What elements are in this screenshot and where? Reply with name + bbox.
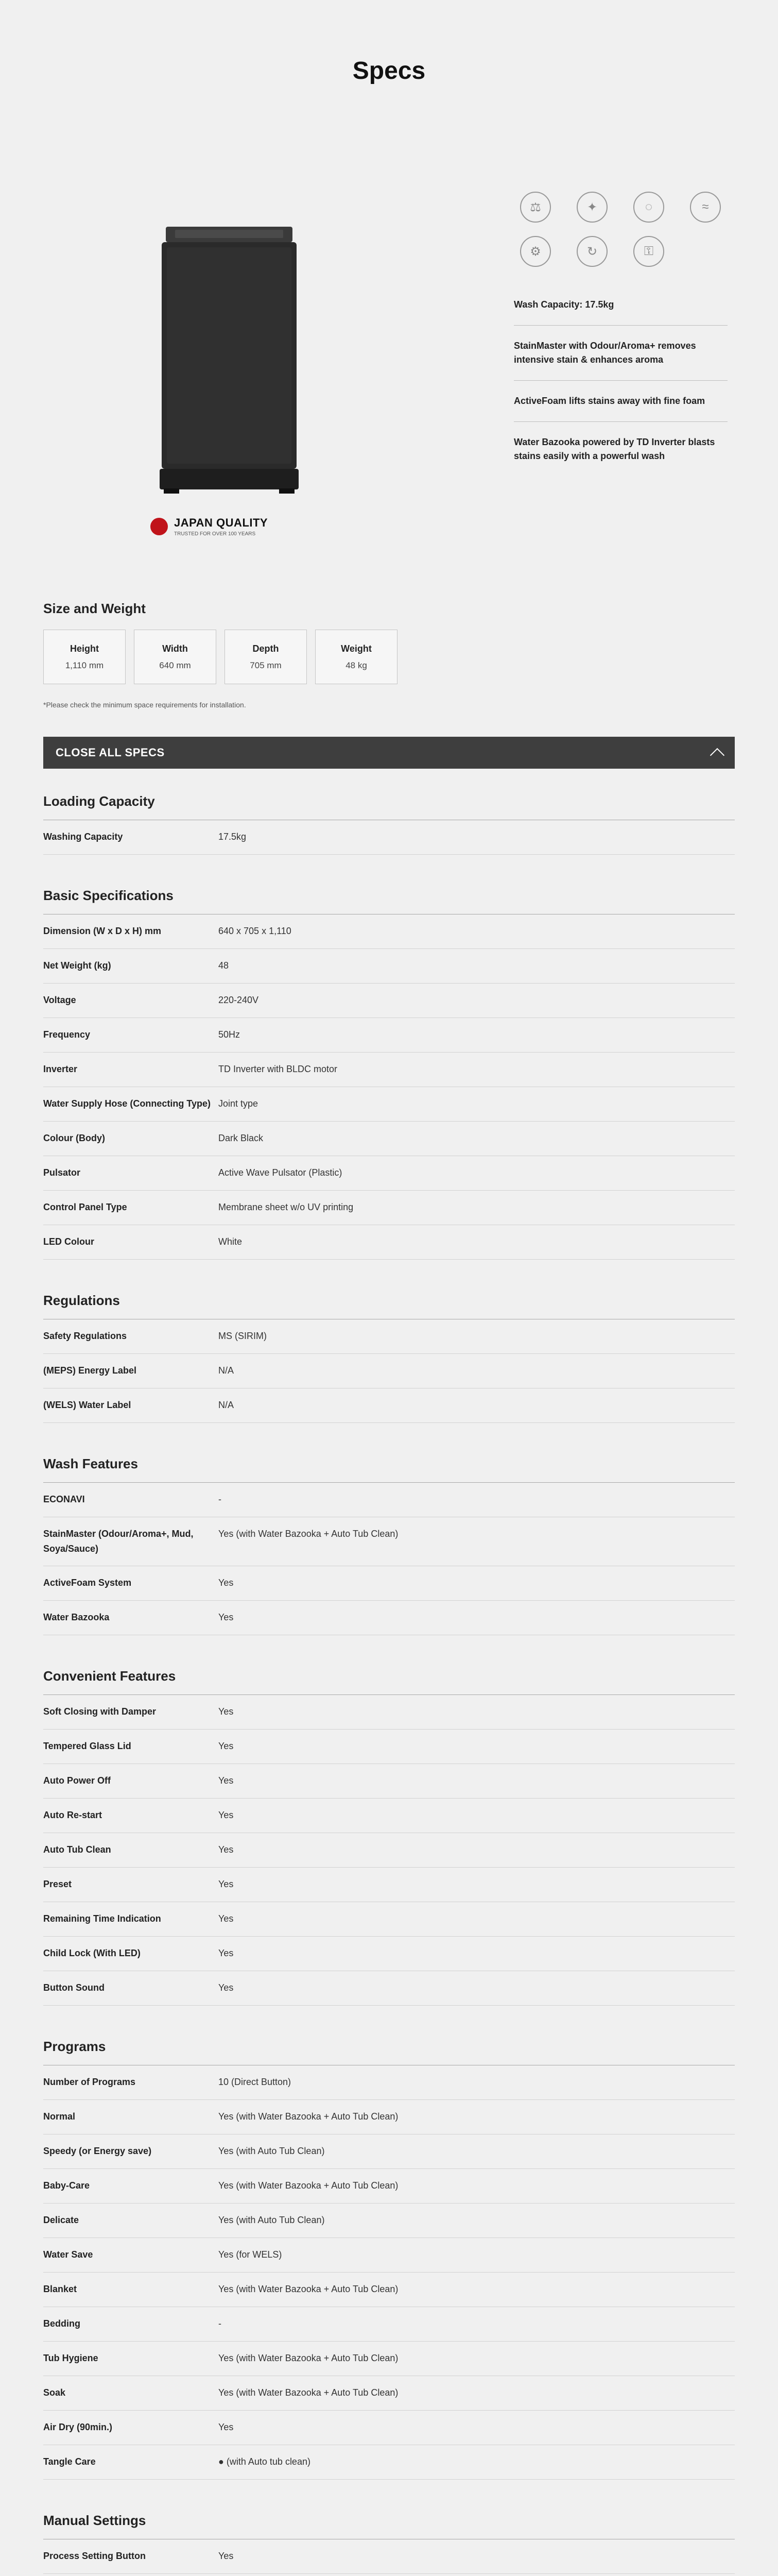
spec-label: Tub Hygiene	[43, 2353, 98, 2363]
spec-label: Normal	[43, 2111, 76, 2122]
auto-tub-clean-icon: ↻	[577, 236, 608, 267]
spec-value: Yes (with Water Bazooka + Auto Tub Clean)	[218, 2353, 399, 2363]
feature-item: ActiveFoam lifts stains away with fine foam	[514, 394, 728, 422]
spec-value: Yes	[218, 1948, 234, 1958]
dimension-value: 48 kg	[345, 660, 367, 670]
section-title: Loading Capacity	[43, 793, 155, 809]
spec-value: Yes (with Water Bazooka + Auto Tub Clean)	[218, 1529, 399, 1539]
spec-label: Net Weight (kg)	[43, 960, 111, 971]
spec-value: Yes	[218, 1810, 234, 1820]
spec-row	[43, 984, 735, 1018]
spec-value: Active Wave Pulsator (Plastic)	[218, 1167, 342, 1178]
spec-value: Yes	[218, 1775, 234, 1786]
spec-value: Yes (with Water Bazooka + Auto Tub Clean)	[218, 2284, 399, 2294]
spec-row	[43, 1833, 735, 1868]
spec-row	[43, 1694, 735, 1730]
product-image	[160, 227, 299, 495]
spec-label: Auto Re-start	[43, 1810, 102, 1820]
spec-label: Soak	[43, 2387, 66, 2398]
spec-value: 220-240V	[218, 995, 259, 1005]
chevron-up-icon	[710, 748, 724, 762]
spec-value: Yes	[218, 1741, 234, 1751]
spec-value: Yes (with Water Bazooka + Auto Tub Clean)	[218, 2180, 399, 2191]
spec-row	[43, 2134, 735, 2169]
spec-value: Yes (for WELS)	[218, 2249, 282, 2260]
spec-value: 17.5kg	[218, 832, 247, 842]
spec-section	[43, 1456, 735, 1635]
spec-value: Yes	[218, 2551, 234, 2561]
spec-label: Inverter	[43, 1064, 78, 1074]
dimension-card-width	[134, 630, 216, 684]
spec-value: Yes (with Auto Tub Clean)	[218, 2215, 325, 2225]
spec-label: Colour (Body)	[43, 1133, 105, 1143]
td-inverter-icon: ⚙	[520, 236, 551, 267]
spec-section	[43, 1668, 735, 2006]
section-title: Regulations	[43, 1293, 120, 1308]
spec-row	[43, 2204, 735, 2238]
dimension-label: Depth	[252, 643, 279, 654]
badge-subtitle: TRUSTED FOR OVER 100 YEARS	[174, 531, 256, 537]
spec-section	[43, 2039, 735, 2480]
spec-value: Membrane sheet w/o UV printing	[218, 1202, 354, 1212]
spec-row	[43, 1087, 735, 1122]
spec-row	[43, 1018, 735, 1053]
spec-row	[43, 914, 735, 949]
spec-row	[43, 2065, 735, 2100]
spec-value: Yes	[218, 1706, 234, 1717]
spec-value: -	[218, 2318, 221, 2329]
spec-label: Soft Closing with Damper	[43, 1706, 157, 1717]
spec-label: Dimension (W x D x H) mm	[43, 926, 162, 936]
spec-section	[43, 793, 735, 855]
spec-value: Yes	[218, 1913, 234, 1924]
spec-row	[43, 1319, 735, 1354]
spec-value: Yes	[218, 1612, 234, 1622]
spec-label: LED Colour	[43, 1236, 94, 1247]
spec-section	[43, 888, 735, 1260]
spec-row	[43, 2238, 735, 2273]
spec-value: Yes	[218, 1982, 234, 1993]
spec-label: Remaining Time Indication	[43, 1913, 161, 1924]
section-title: Basic Specifications	[43, 888, 174, 903]
spec-label: ActiveFoam System	[43, 1578, 132, 1588]
spec-row	[43, 2342, 735, 2376]
spec-label: Auto Tub Clean	[43, 1844, 111, 1855]
spec-value: -	[218, 1494, 221, 1504]
feature-icons	[520, 192, 723, 267]
spec-row	[43, 1388, 735, 1423]
spec-row	[43, 1601, 735, 1635]
spec-label: Pulsator	[43, 1167, 81, 1178]
spec-value: Yes (with Water Bazooka + Auto Tub Clean)	[218, 2111, 399, 2122]
size-weight-cards	[43, 630, 397, 684]
badge-title: JAPAN QUALITY	[174, 516, 268, 529]
spec-section	[43, 1293, 735, 1423]
spec-value: Yes (with Auto Tub Clean)	[218, 2146, 325, 2156]
spec-label: Control Panel Type	[43, 1202, 127, 1212]
section-title: Manual Settings	[43, 2513, 146, 2528]
spec-row	[43, 1799, 735, 1833]
section-title: Programs	[43, 2039, 106, 2054]
spec-value: N/A	[218, 1400, 234, 1410]
dimension-label: Width	[162, 643, 188, 654]
dimension-card-weight	[315, 630, 397, 684]
spec-row	[43, 1156, 735, 1191]
spec-row	[43, 2307, 735, 2342]
spec-value: Yes (with Water Bazooka + Auto Tub Clean)	[218, 2387, 399, 2398]
spec-label: Bedding	[43, 2318, 80, 2329]
feature-item: Water Bazooka powered by TD Inverter blasts stains easily with a powerful wash	[514, 437, 715, 461]
spec-row	[43, 2445, 735, 2480]
spec-label: Voltage	[43, 995, 76, 1005]
spec-row	[43, 2539, 735, 2574]
dimension-value: 1,110 mm	[65, 660, 104, 670]
spec-value: TD Inverter with BLDC motor	[218, 1064, 338, 1074]
close-all-specs-button[interactable]	[43, 737, 735, 769]
section-title: Convenient Features	[43, 1668, 176, 1684]
spec-row	[43, 1730, 735, 1764]
feature-item: StainMaster with Odour/Aroma+ removes intensive stain & enhances aroma	[514, 339, 728, 381]
spec-value: Yes	[218, 1578, 234, 1588]
spec-row	[43, 1225, 735, 1260]
spec-row	[43, 1053, 735, 1087]
water-bazooka-icon: ≈	[690, 192, 721, 223]
spec-row	[43, 2169, 735, 2204]
spec-label: Child Lock (With LED)	[43, 1948, 141, 1958]
activefoam-icon: ◌	[633, 192, 664, 223]
spec-row	[43, 2100, 735, 2134]
spec-label: Water Save	[43, 2249, 93, 2260]
spec-label: Blanket	[43, 2284, 77, 2294]
spec-label: Tempered Glass Lid	[43, 1741, 131, 1751]
spec-value: Joint type	[218, 1098, 258, 1109]
spec-value: 10 (Direct Button)	[218, 2077, 291, 2087]
spec-row	[43, 2273, 735, 2307]
spec-value: 640 x 705 x 1,110	[218, 926, 291, 936]
spec-label: ECONAVI	[43, 1494, 85, 1504]
spec-value: Yes	[218, 1844, 234, 1855]
spec-label: Air Dry (90min.)	[43, 2422, 113, 2432]
feature-list	[514, 298, 728, 490]
dimension-card-depth	[224, 630, 307, 684]
spec-label: Water Supply Hose (Connecting Type)	[43, 1098, 211, 1109]
spec-row	[43, 2411, 735, 2445]
spec-value: 50Hz	[218, 1029, 240, 1040]
spec-label: Auto Power Off	[43, 1775, 111, 1786]
dimension-value: 640 mm	[159, 660, 191, 670]
spec-row	[43, 1868, 735, 1902]
feature-item: Wash Capacity: 17.5kg	[514, 298, 728, 326]
spec-label: Speedy (or Energy save)	[43, 2146, 152, 2156]
spec-label: Washing Capacity	[43, 832, 123, 842]
spec-row	[43, 1902, 735, 1937]
spec-label: StainMaster (Odour/Aroma+, Mud, Soya/Sauce)	[43, 1529, 194, 1554]
spec-value: MS (SIRIM)	[218, 1331, 267, 1341]
dimension-value: 705 mm	[250, 660, 282, 670]
spec-label: (MEPS) Energy Label	[43, 1365, 137, 1376]
spec-value: White	[218, 1236, 243, 1247]
dimension-label: Height	[70, 643, 99, 654]
spec-value: Dark Black	[218, 1133, 264, 1143]
spec-label: Delicate	[43, 2215, 79, 2225]
spec-row	[43, 2574, 735, 2576]
spec-label: Water Bazooka	[43, 1612, 110, 1622]
spec-value: Yes	[218, 1879, 234, 1889]
spec-row	[43, 1937, 735, 1971]
dimension-label: Weight	[341, 643, 372, 654]
spec-row	[43, 1482, 735, 1517]
spec-label: Frequency	[43, 1029, 91, 1040]
close-all-specs-label: CLOSE ALL SPECS	[56, 746, 165, 759]
spec-row	[43, 1354, 735, 1388]
installation-note: *Please check the minimum space requirements for installation.	[43, 701, 246, 709]
spec-label: Tangle Care	[43, 2456, 96, 2467]
spec-label: Process Setting Button	[43, 2551, 146, 2561]
spec-label: Number of Programs	[43, 2077, 136, 2087]
spec-section	[43, 2513, 735, 2576]
spec-label: Preset	[43, 1879, 72, 1889]
spec-row	[43, 1764, 735, 1799]
japan-quality-badge	[150, 516, 268, 537]
child-lock-icon: ⚿	[633, 236, 664, 267]
japan-quality-logo-icon	[150, 518, 168, 535]
spec-row	[43, 820, 735, 855]
spec-value: Yes	[218, 2422, 234, 2432]
spec-label: (WELS) Water Label	[43, 1400, 131, 1410]
spec-label: Baby-Care	[43, 2180, 90, 2191]
spec-value: N/A	[218, 1365, 234, 1376]
spec-label: Button Sound	[43, 1982, 105, 1993]
spec-row	[43, 1517, 735, 1566]
section-title: Wash Features	[43, 1456, 138, 1471]
spec-value: 48	[218, 960, 229, 971]
page-title: Specs	[352, 57, 426, 84]
wash-capacity-icon: ⚖	[520, 192, 551, 223]
spec-row	[43, 2376, 735, 2411]
spec-label: Safety Regulations	[43, 1331, 127, 1341]
spec-row	[43, 1566, 735, 1601]
spec-row	[43, 949, 735, 984]
dimension-card-height	[43, 630, 126, 684]
stainmaster-icon: ✦	[577, 192, 608, 223]
spec-value: ● (with Auto tub clean)	[218, 2456, 310, 2467]
spec-row	[43, 1971, 735, 2006]
specs-table	[43, 793, 735, 2576]
spec-row	[43, 1122, 735, 1156]
spec-row	[43, 1191, 735, 1225]
size-weight-title: Size and Weight	[43, 601, 146, 616]
